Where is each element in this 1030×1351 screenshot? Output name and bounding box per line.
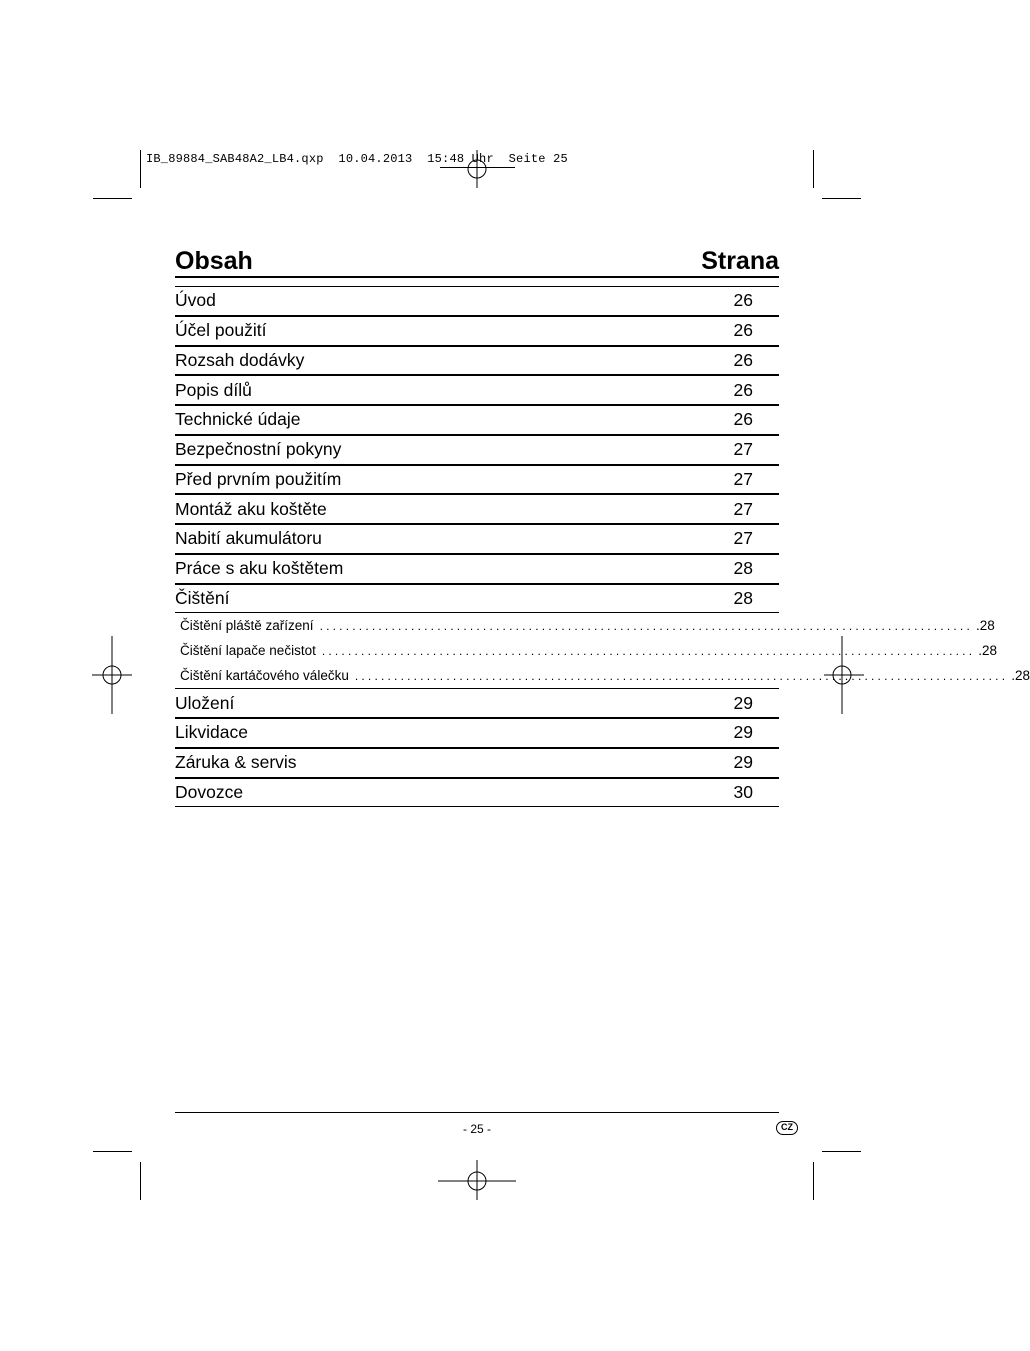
crop-mark-tl-h xyxy=(93,198,132,199)
toc-entry-label: Před prvním použitím xyxy=(175,468,342,489)
toc-entry-label: Účel použití xyxy=(175,320,267,341)
page-number: - 25 - xyxy=(462,1122,491,1136)
page-column-heading: Strana xyxy=(701,247,779,275)
toc-entry-label: Popis dílů xyxy=(175,379,252,400)
crop-mark-bl-v xyxy=(140,1162,141,1200)
toc-entry-label: Čištění xyxy=(175,587,230,608)
toc-entry-page: 26 xyxy=(733,409,753,430)
toc-title: Obsah xyxy=(175,247,253,275)
toc-entry[interactable] xyxy=(175,524,779,554)
toc-entry-page: 29 xyxy=(733,692,753,713)
toc-entry[interactable] xyxy=(175,465,779,495)
toc-entry-label: Úvod xyxy=(175,290,216,311)
leader-dots: .................................................................................................... xyxy=(319,618,973,633)
toc-subentry-page: .28 xyxy=(975,618,995,634)
toc-entry-page: 26 xyxy=(733,320,753,341)
toc-subentry[interactable] xyxy=(175,638,998,663)
toc-entry-label: Nabití akumulátoru xyxy=(175,528,322,549)
toc-entry-label: Montáž aku koštěte xyxy=(175,498,327,519)
toc-entry[interactable] xyxy=(175,375,779,405)
toc-entry[interactable] xyxy=(175,688,779,718)
toc-entry-page: 28 xyxy=(733,558,753,579)
crop-mark-br-v xyxy=(813,1162,814,1200)
registration-mark-bottom xyxy=(438,1160,516,1202)
toc-entry-page: 27 xyxy=(733,528,753,549)
leader-dots: .................................................................................................... xyxy=(354,668,1009,683)
toc-entry[interactable] xyxy=(175,584,779,614)
toc-subentry-label: Čištění kartáčového válečku xyxy=(180,668,349,684)
toc-entry-label: Záruka & servis xyxy=(175,752,297,773)
toc-entry-label: Technické údaje xyxy=(175,409,301,430)
toc-entry-page: 27 xyxy=(733,498,753,519)
toc-entry-label: Rozsah dodávky xyxy=(175,349,305,370)
toc-entry[interactable] xyxy=(175,778,779,808)
toc-entry[interactable] xyxy=(175,286,779,316)
toc-entry-page: 26 xyxy=(733,349,753,370)
toc-entry[interactable] xyxy=(175,718,779,748)
toc-entry-page: 26 xyxy=(733,290,753,311)
leader-dots: .................................................................................................... xyxy=(321,643,976,658)
toc-entry-page: 29 xyxy=(733,752,753,773)
toc-entry-page: 27 xyxy=(733,468,753,489)
toc-entry-page: 29 xyxy=(733,722,753,743)
toc-entry-label: Likvidace xyxy=(175,722,248,743)
toc-entry-label: Práce s aku koštětem xyxy=(175,558,344,579)
toc-entry[interactable] xyxy=(175,748,779,778)
toc-entry[interactable] xyxy=(175,435,779,465)
footer-rule xyxy=(175,1112,779,1113)
toc-entry[interactable] xyxy=(175,405,779,435)
title-rule xyxy=(175,276,779,278)
toc-subentry-label: Čištění lapače nečistot xyxy=(180,643,316,659)
toc-list xyxy=(175,286,1030,807)
toc-entry-page: 27 xyxy=(733,439,753,460)
language-badge: CZ xyxy=(776,1121,798,1135)
crop-mark-tr-v xyxy=(813,150,814,188)
toc-entry[interactable] xyxy=(175,494,779,524)
toc-subentry-page: .28 xyxy=(978,643,998,659)
crop-mark-tr-h xyxy=(822,198,861,199)
toc-entry-page: 28 xyxy=(733,587,753,608)
toc-entry-label: Dovozce xyxy=(175,781,244,802)
toc-entry[interactable] xyxy=(175,554,779,584)
registration-mark-top xyxy=(438,150,516,190)
crop-mark-tl-v xyxy=(140,150,141,188)
crop-mark-bl-h xyxy=(93,1151,132,1152)
toc-subentry[interactable] xyxy=(175,613,995,638)
toc-entry-page: 26 xyxy=(733,379,753,400)
print-slug: IB_89884_SAB48A2_LB4.qxp 10.04.2013 15:48 Uhr Seite 25 xyxy=(146,152,568,166)
toc-subentry[interactable] xyxy=(175,663,1030,688)
crop-mark-br-h xyxy=(822,1151,861,1152)
toc-entry[interactable] xyxy=(175,316,779,346)
registration-mark-left xyxy=(92,636,134,714)
toc-subentry-page: .28 xyxy=(1011,668,1030,684)
toc-entry-label: Uložení xyxy=(175,692,235,713)
toc-entry[interactable] xyxy=(175,346,779,376)
toc-entry-label: Bezpečnostní pokyny xyxy=(175,439,342,460)
toc-entry-page: 30 xyxy=(733,781,753,802)
toc-header xyxy=(175,244,779,276)
toc-subentry-label: Čištění pláště zařízení xyxy=(180,618,314,634)
